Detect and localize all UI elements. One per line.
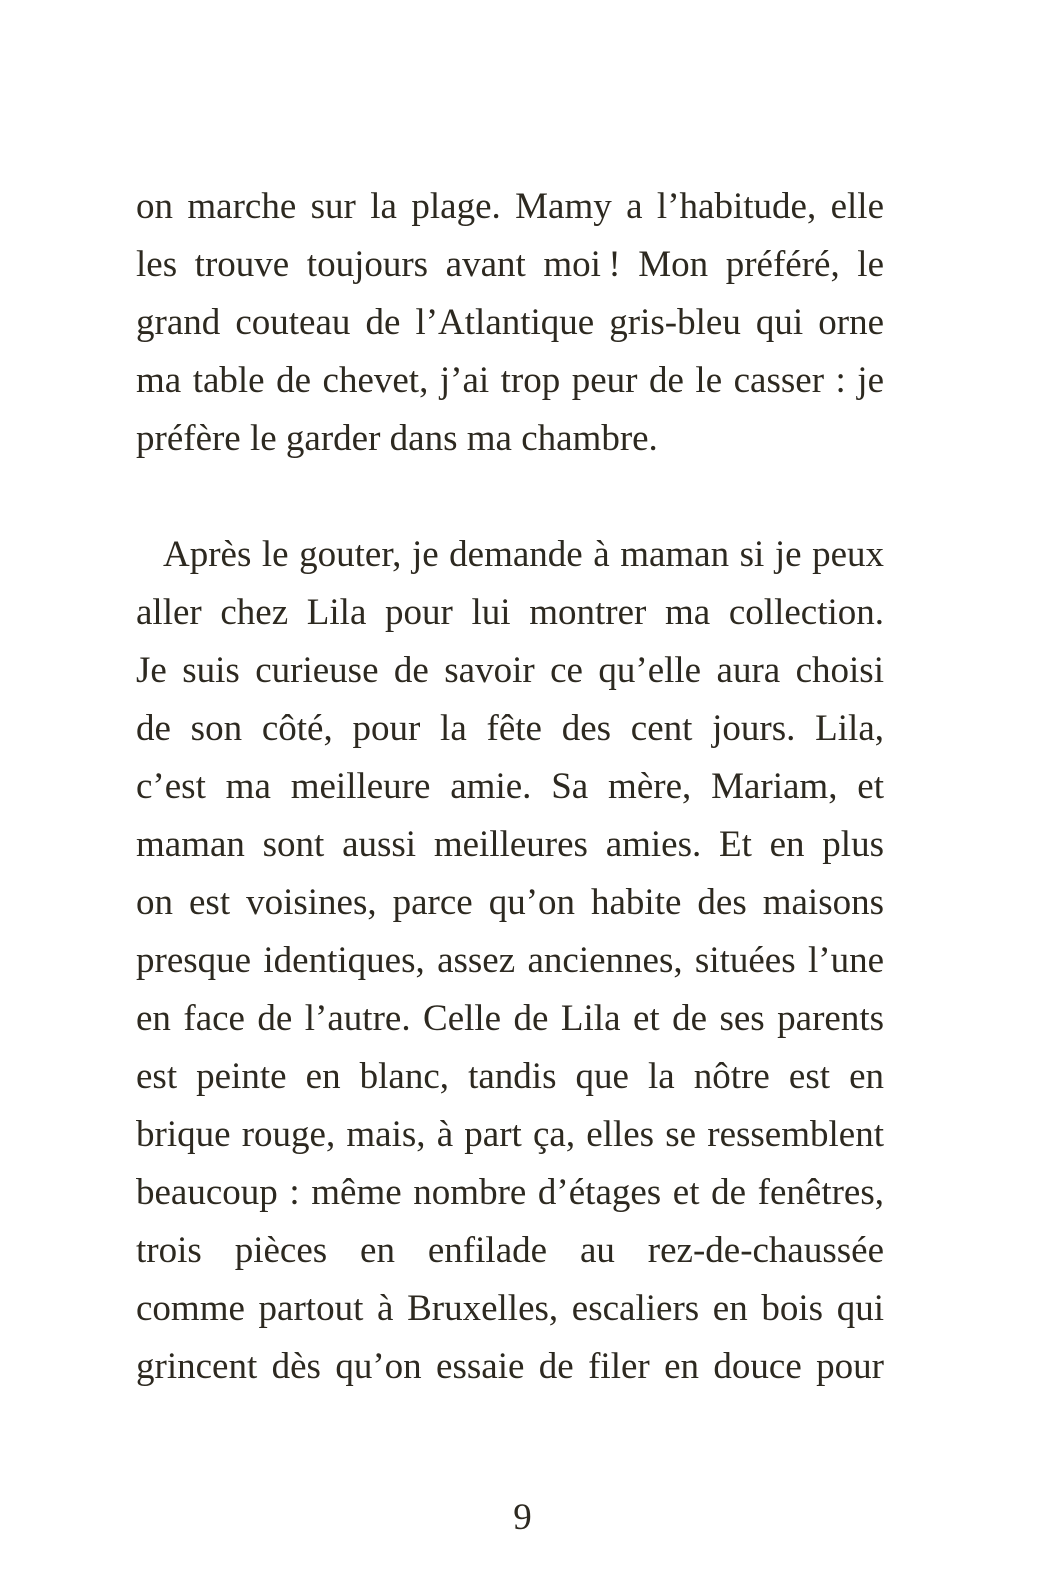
text-line: c’est ma meilleure amie. Sa mère, Mariam, et (136, 766, 884, 807)
text-line: comme partout à Bruxelles, escaliers en bois qui (136, 1288, 884, 1329)
text-line: maman sont aussi meilleures amies. Et en plus (136, 824, 884, 865)
paragraph-1 (136, 178, 884, 468)
text-line: grand couteau de l’Atlantique gris-bleu qui orne (136, 302, 884, 343)
text-line: on est voisines, parce qu’on habite des maisons (136, 882, 884, 923)
text-line: brique rouge, mais, à part ça, elles se ressemblent (136, 1114, 884, 1155)
text-line: de son côté, pour la fête des cent jours. Lila, (136, 708, 884, 749)
text-line: ma table de chevet, j’ai trop peur de le casser : je (136, 360, 884, 401)
page-number: 9 (513, 1497, 532, 1538)
paragraph-2 (136, 526, 884, 1396)
text-line: aller chez Lila pour lui montrer ma collection. (136, 592, 884, 633)
text-line: est peinte en blanc, tandis que la nôtre est en (136, 1056, 884, 1097)
text-line: en face de l’autre. Celle de Lila et de ses parents (136, 998, 884, 1039)
text-line: beaucoup : même nombre d’étages et de fenêtres, (136, 1172, 884, 1213)
text-line: Après le gouter, je demande à maman si je peux (163, 534, 884, 575)
text-line: on marche sur la plage. Mamy a l’habitude, elle (136, 186, 884, 227)
text-line: préfère le garder dans ma chambre. (136, 418, 658, 459)
text-line: grincent dès qu’on essaie de filer en douce pour (136, 1346, 884, 1387)
text-line: trois pièces en enfilade au rez-de-chaussée (136, 1230, 884, 1271)
text-line: presque identiques, assez anciennes, situées l’une (136, 940, 884, 981)
text-line: les trouve toujours avant moi ! Mon préféré, le (136, 244, 884, 285)
text-line: Je suis curieuse de savoir ce qu’elle aura choisi (136, 650, 884, 691)
text-block (136, 178, 884, 1396)
